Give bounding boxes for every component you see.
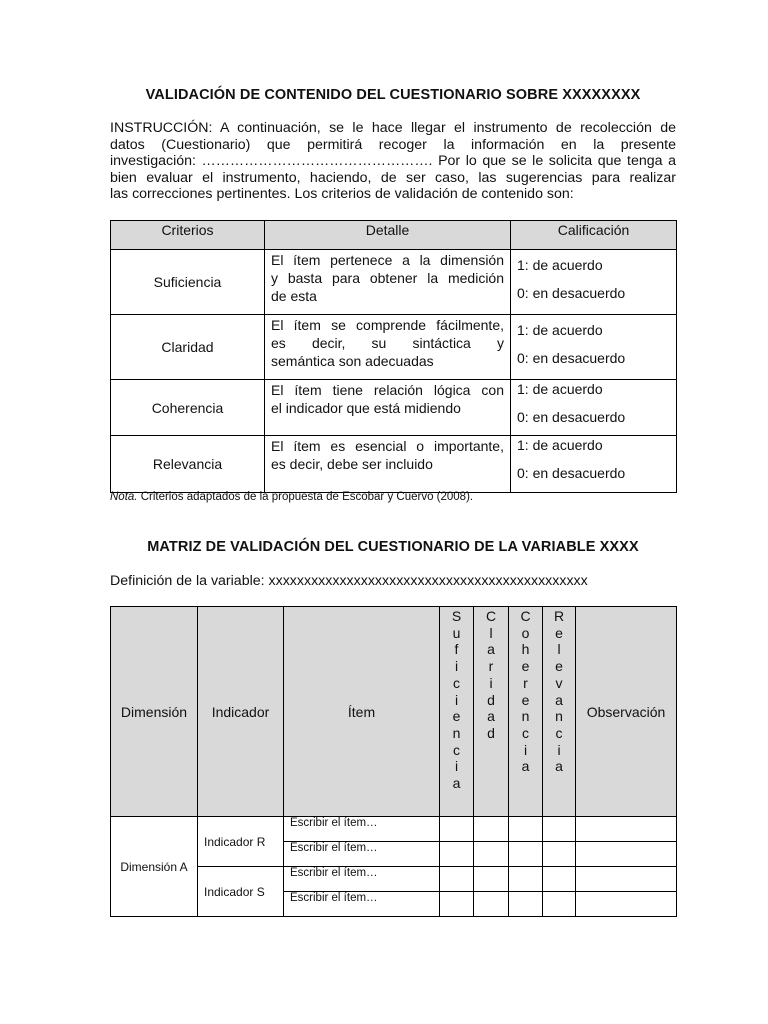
header-letter: f	[454, 641, 459, 658]
header-letter: i	[454, 758, 459, 775]
header-letter: n	[555, 708, 563, 725]
observation-cell[interactable]	[576, 867, 677, 892]
item-cell[interactable]: Escribir el ítem…	[284, 817, 440, 842]
criterion-score	[511, 380, 677, 436]
criteria-header-row	[111, 221, 677, 250]
header-letter: c	[555, 724, 563, 741]
header-letter: R	[553, 608, 565, 624]
dimension-header: Dimensión	[111, 607, 198, 817]
detail-line: El ítem pertenece a la dimensión	[271, 252, 504, 268]
matrix-title: MATRIZ DE VALIDACIÓN DEL CUESTIONARIO DE LA VARIABLE XXXX	[147, 539, 639, 555]
header-letter: a	[487, 708, 495, 725]
criterion-detail	[265, 250, 511, 315]
detail-line: El ítem es esencial o importante,	[271, 438, 504, 454]
header-letter: i	[523, 741, 528, 758]
suficiencia-header	[440, 607, 474, 817]
header-letter: C	[520, 608, 531, 624]
score-agree: 1: de acuerdo	[517, 437, 603, 453]
score-disagree: 0: en desacuerdo	[517, 409, 626, 425]
instruction-line: INSTRUCCIÓN: A continuación, se le hace llegar el instrumento de recolección de	[110, 120, 676, 136]
relevancia-cell[interactable]	[543, 842, 576, 867]
header-letter: a	[487, 641, 495, 658]
observation-cell[interactable]	[576, 842, 677, 867]
indicator-header: Indicador	[198, 607, 284, 817]
header-letter: e	[521, 658, 530, 675]
coherencia-header	[509, 607, 543, 817]
observation-cell[interactable]	[576, 892, 677, 917]
header-letter: l	[557, 641, 561, 658]
criterion-name: Relevancia	[111, 436, 265, 493]
criterion-score	[511, 436, 677, 493]
score-disagree: 0: en desacuerdo	[517, 285, 626, 301]
criteria-row	[111, 250, 677, 315]
instruction-line: datos (Cuestionario) que permitirá recoger la información en la presente	[110, 136, 676, 153]
criteria-row	[111, 380, 677, 436]
relevancia-cell[interactable]	[543, 867, 576, 892]
page-title: VALIDACIÓN DE CONTENIDO DEL CUESTIONARIO SOBRE XXXXXXXX	[145, 87, 641, 103]
header-letter: e	[555, 658, 563, 675]
header-letter: a	[555, 691, 563, 708]
table-row	[111, 817, 677, 842]
header-letter: a	[521, 758, 530, 775]
indicator-cell: Indicador R	[198, 817, 284, 867]
header-letter: c	[453, 674, 460, 691]
table-note	[110, 491, 473, 503]
header-letter: n	[521, 708, 530, 725]
item-cell[interactable]: Escribir el ítem…	[284, 867, 440, 892]
header-letter: d	[487, 691, 495, 708]
score-disagree: 0: en desacuerdo	[517, 350, 626, 366]
note-label: Nota.	[110, 491, 138, 503]
detail-line: es decir, su sintáctica y	[271, 335, 504, 351]
dimension-cell: Dimensión A	[111, 817, 198, 917]
header-letter: a	[452, 775, 461, 792]
criterion-detail	[265, 315, 511, 380]
header-letter: r	[523, 674, 528, 691]
header-letter: u	[452, 624, 461, 641]
instruction-paragraph	[110, 120, 676, 203]
coherencia-cell[interactable]	[509, 842, 543, 867]
detail-line: de esta	[271, 288, 317, 304]
header-letter: r	[488, 658, 494, 675]
variable-definition: Definición de la variable: xxxxxxxxxxxxxxxxxxxxxxxxxxxxxxxxxxxxxxxxxxxxx	[110, 573, 588, 589]
note-text: Criterios adaptados de la propuesta de Escobar y Cuervo (2008).	[137, 491, 474, 503]
coherencia-cell[interactable]	[509, 867, 543, 892]
header-letter: a	[555, 758, 563, 775]
suficiencia-cell[interactable]	[440, 817, 474, 842]
relevancia-cell[interactable]	[543, 817, 576, 842]
coherencia-cell[interactable]	[509, 892, 543, 917]
relevancia-cell[interactable]	[543, 892, 576, 917]
header-letter: e	[555, 624, 563, 641]
item-cell[interactable]: Escribir el ítem…	[284, 842, 440, 867]
header-letter: l	[489, 624, 493, 641]
header-letter: i	[489, 674, 493, 691]
observation-cell[interactable]	[576, 817, 677, 842]
item-cell[interactable]: Escribir el ítem…	[284, 892, 440, 917]
score-agree: 1: de acuerdo	[517, 257, 603, 273]
header-letter: n	[452, 724, 461, 741]
suficiencia-cell[interactable]	[440, 892, 474, 917]
criteria-row	[111, 315, 677, 380]
header-letter: c	[522, 724, 529, 741]
validation-matrix-table	[110, 606, 677, 917]
score-header: Calificación	[511, 221, 677, 250]
instruction-line: bien evaluar el instrumento, haciendo, de ser caso, las sugerencias para realizar	[110, 169, 676, 186]
claridad-cell[interactable]	[474, 867, 509, 892]
header-letter: c	[453, 741, 460, 758]
header-letter: i	[454, 691, 459, 708]
instruction-line: investigación: …………………………………………. Por lo que se le solicita que tenga a	[110, 153, 676, 169]
matrix-header-row	[111, 607, 677, 817]
detail-line: El ítem tiene relación lógica con	[271, 382, 504, 398]
claridad-header	[474, 607, 509, 817]
coherencia-cell[interactable]	[509, 817, 543, 842]
claridad-cell[interactable]	[474, 842, 509, 867]
header-letter: v	[555, 674, 563, 691]
observation-header: Observación	[576, 607, 677, 817]
criterion-detail	[265, 380, 511, 436]
detail-line: semántica son adecuadas	[271, 353, 434, 369]
header-letter: i	[557, 741, 561, 758]
criterion-detail	[265, 436, 511, 493]
detail-line: El ítem se comprende fácilmente,	[271, 317, 504, 333]
criterion-name: Suficiencia	[111, 250, 265, 315]
header-letter: e	[521, 691, 530, 708]
claridad-cell[interactable]	[474, 892, 509, 917]
score-agree: 1: de acuerdo	[517, 322, 603, 338]
detail-header: Detalle	[265, 221, 511, 250]
claridad-cell[interactable]	[474, 817, 509, 842]
header-letter: o	[521, 624, 530, 641]
detail-line: y basta para obtener la medición	[271, 270, 504, 286]
header-letter: e	[452, 708, 461, 725]
header-letter: i	[454, 658, 459, 675]
detail-line: el indicador que está midiendo	[271, 400, 461, 416]
suficiencia-cell[interactable]	[440, 867, 474, 892]
indicator-cell: Indicador S	[198, 867, 284, 917]
criteria-row	[111, 436, 677, 493]
criterion-score	[511, 315, 677, 380]
score-disagree: 0: en desacuerdo	[517, 465, 626, 481]
suficiencia-cell[interactable]	[440, 842, 474, 867]
criterion-name: Coherencia	[111, 380, 265, 436]
header-letter: d	[487, 724, 495, 741]
detail-line: es decir, debe ser incluido	[271, 456, 433, 472]
relevancia-header	[543, 607, 576, 817]
instruction-line: las correcciones pertinentes. Los criterios de validación de contenido son:	[110, 186, 574, 202]
header-letter: S	[451, 608, 462, 624]
criteria-table	[110, 220, 677, 493]
header-letter: C	[485, 608, 497, 624]
criterion-score	[511, 250, 677, 315]
header-letter: h	[521, 641, 530, 658]
score-agree: 1: de acuerdo	[517, 381, 603, 397]
criteria-header: Criterios	[111, 221, 265, 250]
criterion-name: Claridad	[111, 315, 265, 380]
item-header: Ítem	[284, 607, 440, 817]
